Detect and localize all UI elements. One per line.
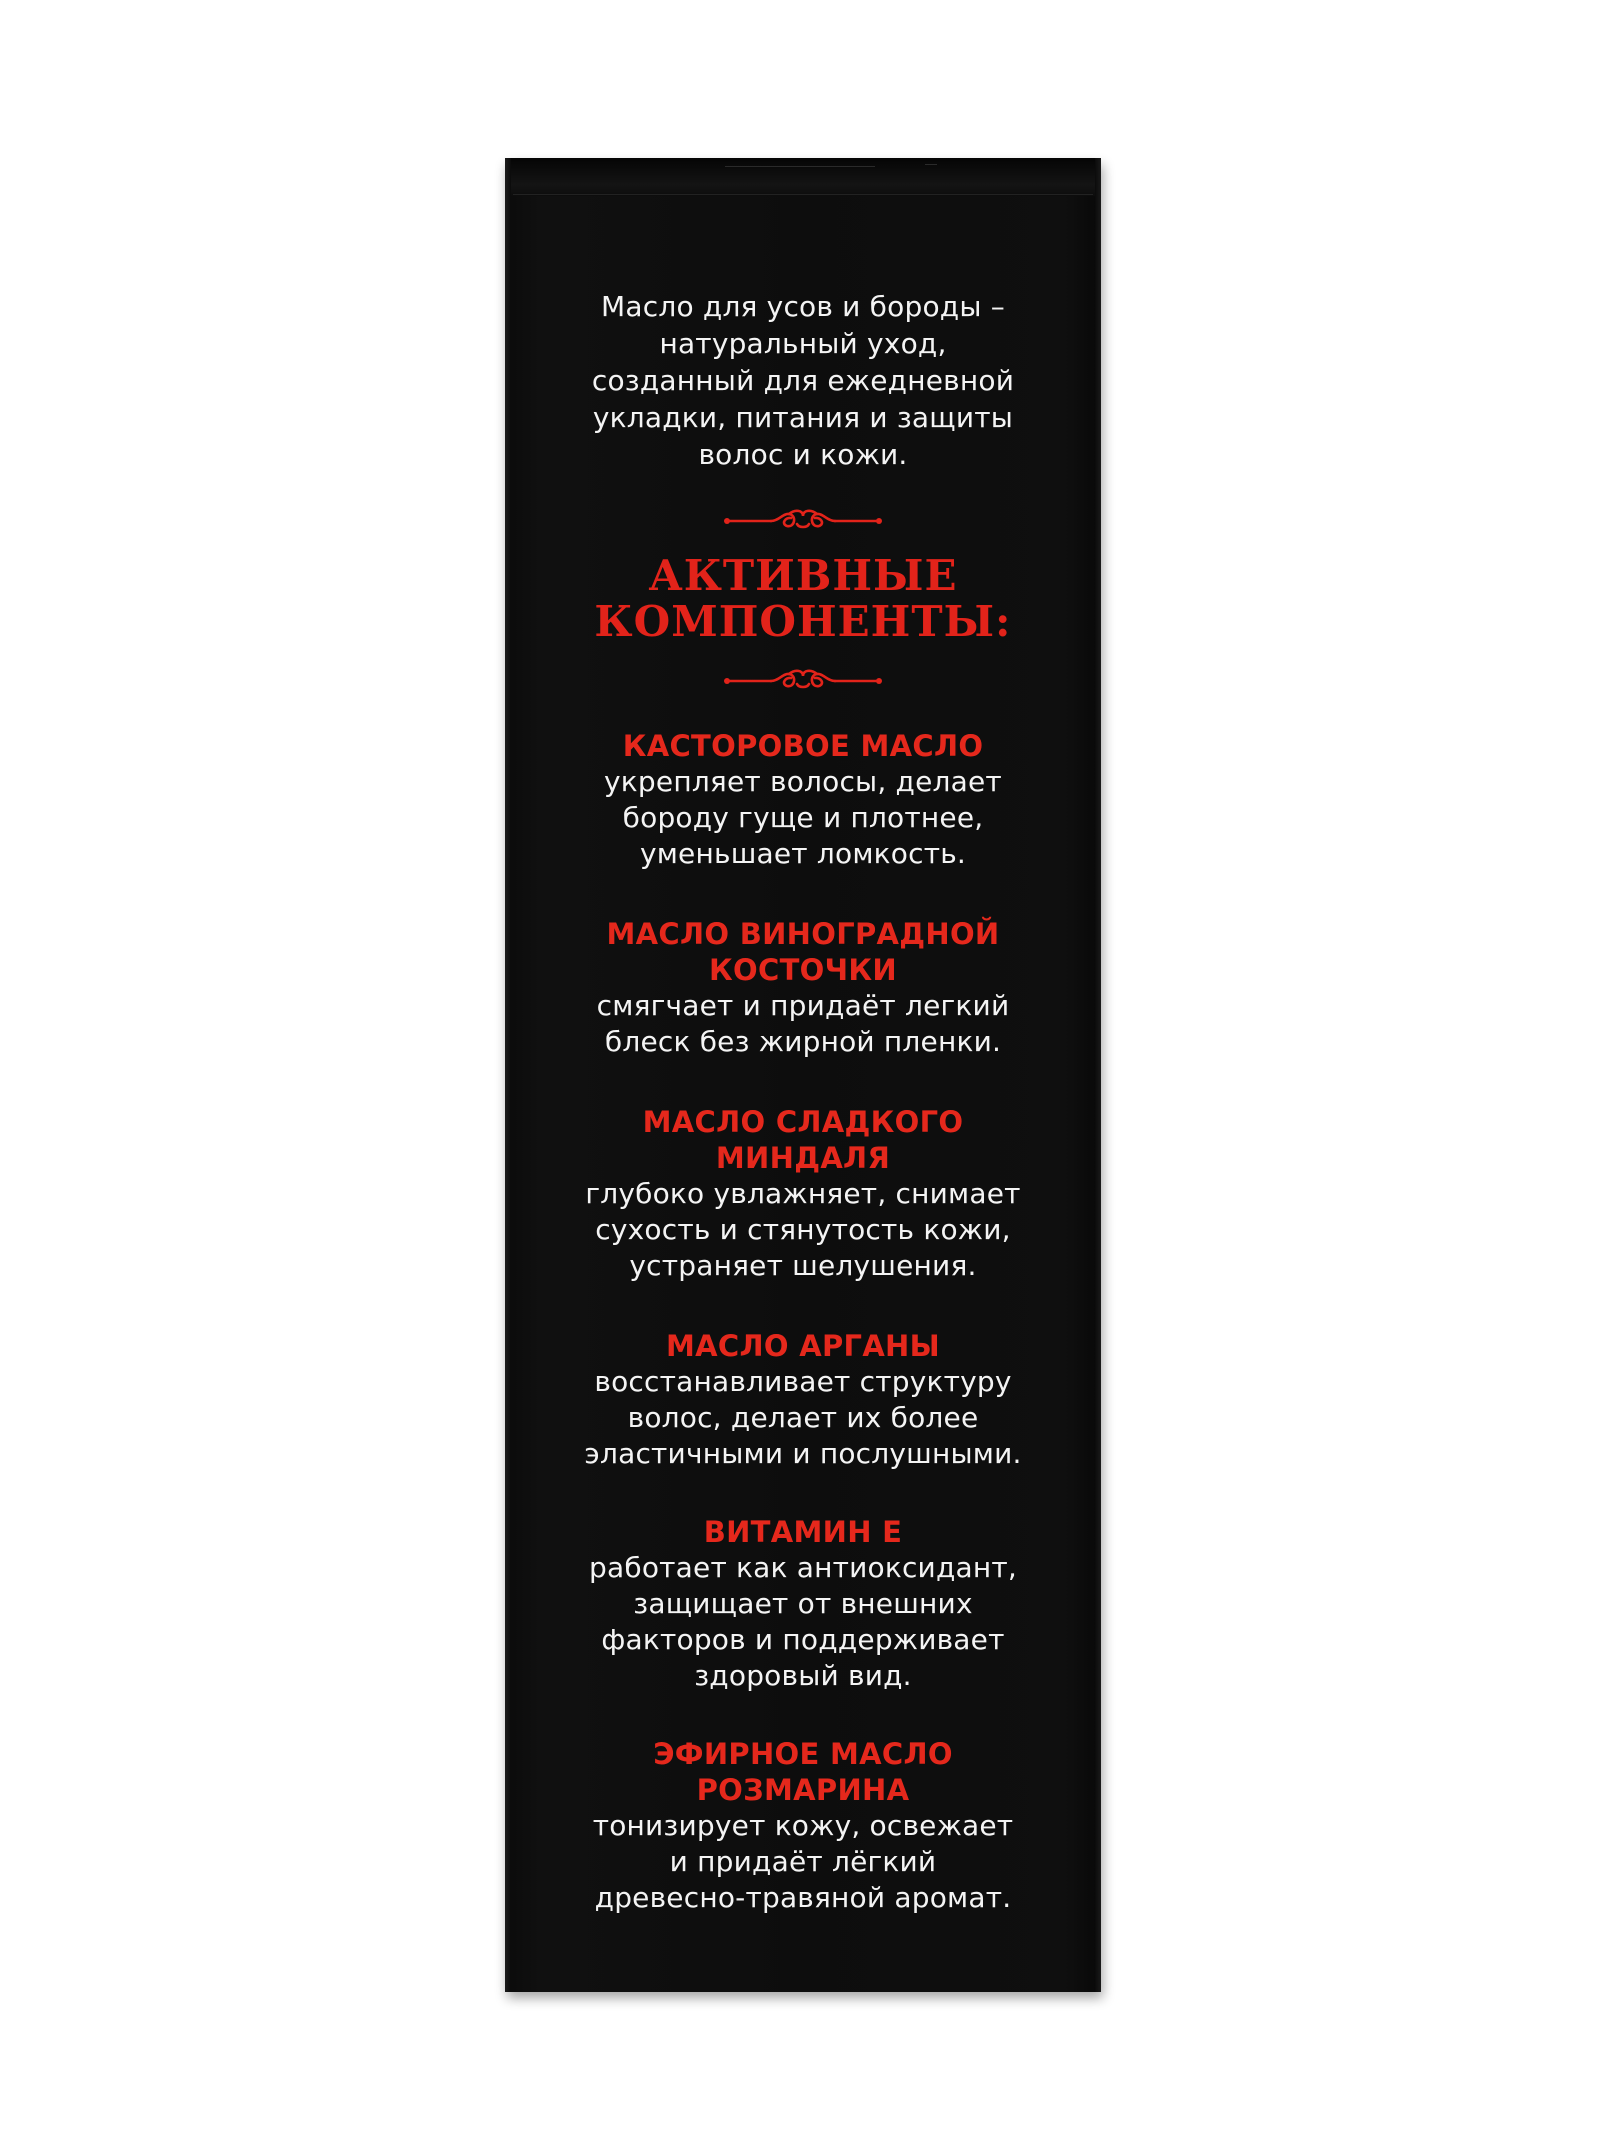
ingredient-desc-line: смягчает и придаёт легкий [596,989,1010,1022]
product-intro [535,288,1071,473]
intro-line: созданный для ежедневной [591,364,1015,397]
heading-line: КОМПОНЕНТЫ: [594,597,1012,646]
ingredient-name: МАСЛО СЛАДКОГО [642,1105,964,1139]
ingredient-name: МАСЛО ВИНОГРАДНОЙ [606,917,1000,951]
ingredient-desc-line: защищает от внешних [633,1587,973,1620]
ingredient-desc-line: работает как антиоксидант, [589,1551,1017,1584]
ingredient-desc-line: бороду гуще и плотнее, [622,801,984,834]
ingredient-desc-line: волос, делает их более [627,1401,979,1434]
product-box [505,158,1101,1992]
ingredient-desc-line: глубоко увлажняет, снимает [585,1177,1021,1210]
ingredient-desc-line: эластичными и послушными. [584,1437,1022,1470]
ingredient-desc-line: тонизирует кожу, освежает [592,1809,1014,1842]
ingredient-desc-line: здоровый вид. [694,1659,912,1692]
ingredient-desc-line: древесно-травяной аромат. [594,1881,1012,1914]
active-components-heading [525,553,1081,645]
ingredient-desc-line: укрепляет волосы, делает [604,765,1002,798]
ingredient-name: РОЗМАРИНА [696,1773,910,1807]
heading-line: АКТИВНЫЕ [648,551,958,600]
ingredient-sweet-almond-oil [525,1104,1081,1284]
ingredient-desc-line: факторов и поддерживает [601,1623,1005,1656]
scroll-flourish-icon [723,508,883,534]
ingredient-desc-line: устраняет шелушения. [629,1249,977,1282]
ingredient-name: ЭФИРНОЕ МАСЛО [653,1737,953,1771]
ingredient-name: ВИТАМИН Е [703,1515,903,1549]
ingredient-name: МИНДАЛЯ [715,1141,891,1175]
ingredient-vitamin-e [525,1514,1081,1694]
ingredient-desc-line: сухость и стянутость кожи, [595,1213,1011,1246]
intro-line: Масло для усов и бороды – [601,290,1005,323]
box-back-panel [505,158,1101,1992]
intro-line: укладки, питания и защиты [592,401,1014,434]
ingredient-name: КОСТОЧКИ [709,953,897,987]
ingredient-name: МАСЛО АРГАНЫ [666,1329,940,1363]
ingredient-desc-line: уменьшает ломкость. [639,837,967,870]
ingredient-rosemary-oil [525,1736,1081,1916]
intro-line: натуральный уход, [659,327,947,360]
ingredient-desc-line: и придаёт лёгкий [669,1845,937,1878]
ingredient-name: КАСТОРОВОЕ МАСЛО [622,729,984,763]
ingredient-desc-line: блеск без жирной пленки. [604,1025,1002,1058]
intro-line: волос и кожи. [698,438,908,471]
scroll-flourish-icon [723,668,883,694]
ingredient-castor-oil [525,728,1081,872]
ingredient-desc-line: восстанавливает структуру [594,1365,1012,1398]
ingredient-argan-oil [525,1328,1081,1472]
ingredient-grapeseed-oil [525,916,1081,1060]
